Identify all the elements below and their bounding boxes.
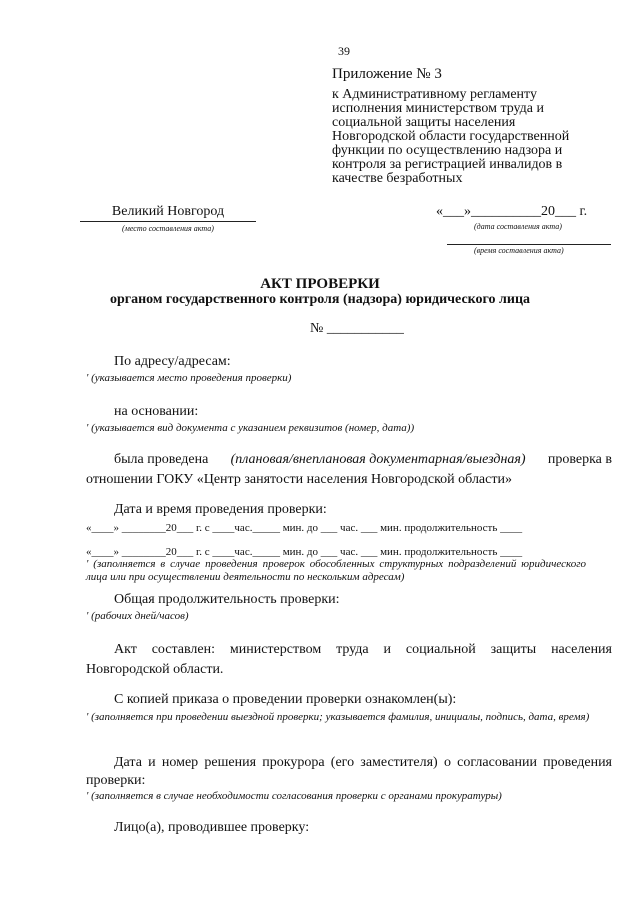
prosecutor-text: Дата и номер решения прокурора (его заместителя) о согласовании проведения проверки: bbox=[86, 755, 612, 788]
act-title: АКТ ПРОВЕРКИ bbox=[260, 276, 380, 292]
basis-label: на основании: bbox=[114, 404, 199, 419]
datetime-label: Дата и время проведения проверки: bbox=[114, 502, 327, 517]
inspector-label: Лицо(а), проводившее проверку: bbox=[114, 820, 310, 835]
conducted-line-2: отношении ГОКУ «Центр занятости населения Новгородской области» bbox=[86, 472, 512, 487]
basis-note: ' (указывается вид документа с указанием реквизитов (номер, дата)) bbox=[86, 422, 415, 434]
appendix-title: Приложение № 3 bbox=[332, 66, 442, 82]
check-type-note: (плановая/внеплановая документарная/выездная) bbox=[230, 452, 526, 467]
time-field bbox=[447, 232, 611, 245]
conducted-text-c: проверка в bbox=[547, 452, 612, 467]
conducted-text-a: была проведена bbox=[114, 452, 209, 467]
datetime-note: ' (заполняется в случае проведения проверок обособленных структурных подразделений юридического лица или при осуществлении деятельности по нескольким адресам) bbox=[86, 558, 586, 583]
time-caption: (время составления акта) bbox=[474, 246, 564, 255]
date-field: «___»__________20___ г. bbox=[436, 204, 588, 219]
prosecutor-note: ' (заполняется в случае необходимости согласования проверки с органами прокуратуры) bbox=[86, 790, 502, 802]
page-number: 39 bbox=[338, 44, 350, 58]
datetime-row: «____» ________20___ г. с ____час._____ мин. до ___ час. ___ мин. продолжительность ____ bbox=[86, 546, 523, 558]
composed-text: Акт составлен: министерством труда и социальной защиты населения Новгородской области. bbox=[86, 642, 612, 677]
appendix-text: к Административному регламенту исполнения министерством труда и социальной защиты населения Новгородской области государственной функции по осуществлению надзора и контроля за регистрацией инвалидов в качестве безработных bbox=[332, 87, 570, 186]
address-note: ' (указывается место проведения проверки) bbox=[86, 372, 292, 384]
place-field: Великий Новгород bbox=[80, 204, 256, 222]
duration-note: ' (рабочих дней/часов) bbox=[86, 610, 189, 622]
copy-label: С копией приказа о проведении проверки ознакомлен(ы): bbox=[114, 692, 457, 707]
place-caption: (место составления акта) bbox=[122, 224, 214, 233]
date-caption: (дата составления акта) bbox=[474, 222, 562, 231]
act-subtitle: органом государственного контроля (надзора) юридического лица bbox=[109, 292, 531, 307]
act-number: № ___________ bbox=[310, 321, 404, 336]
datetime-row: «____» ________20___ г. с ____час._____ мин. до ___ час. ___ мин. продолжительность ____ bbox=[86, 522, 523, 534]
copy-note: ' (заполняется при проведении выездной проверки; указывается фамилия, инициалы, подпись, дата, время) bbox=[86, 711, 590, 723]
conducted-line-1 bbox=[114, 452, 612, 468]
duration-label: Общая продолжительность проверки: bbox=[114, 592, 340, 607]
address-label: По адресу/адресам: bbox=[114, 354, 231, 369]
